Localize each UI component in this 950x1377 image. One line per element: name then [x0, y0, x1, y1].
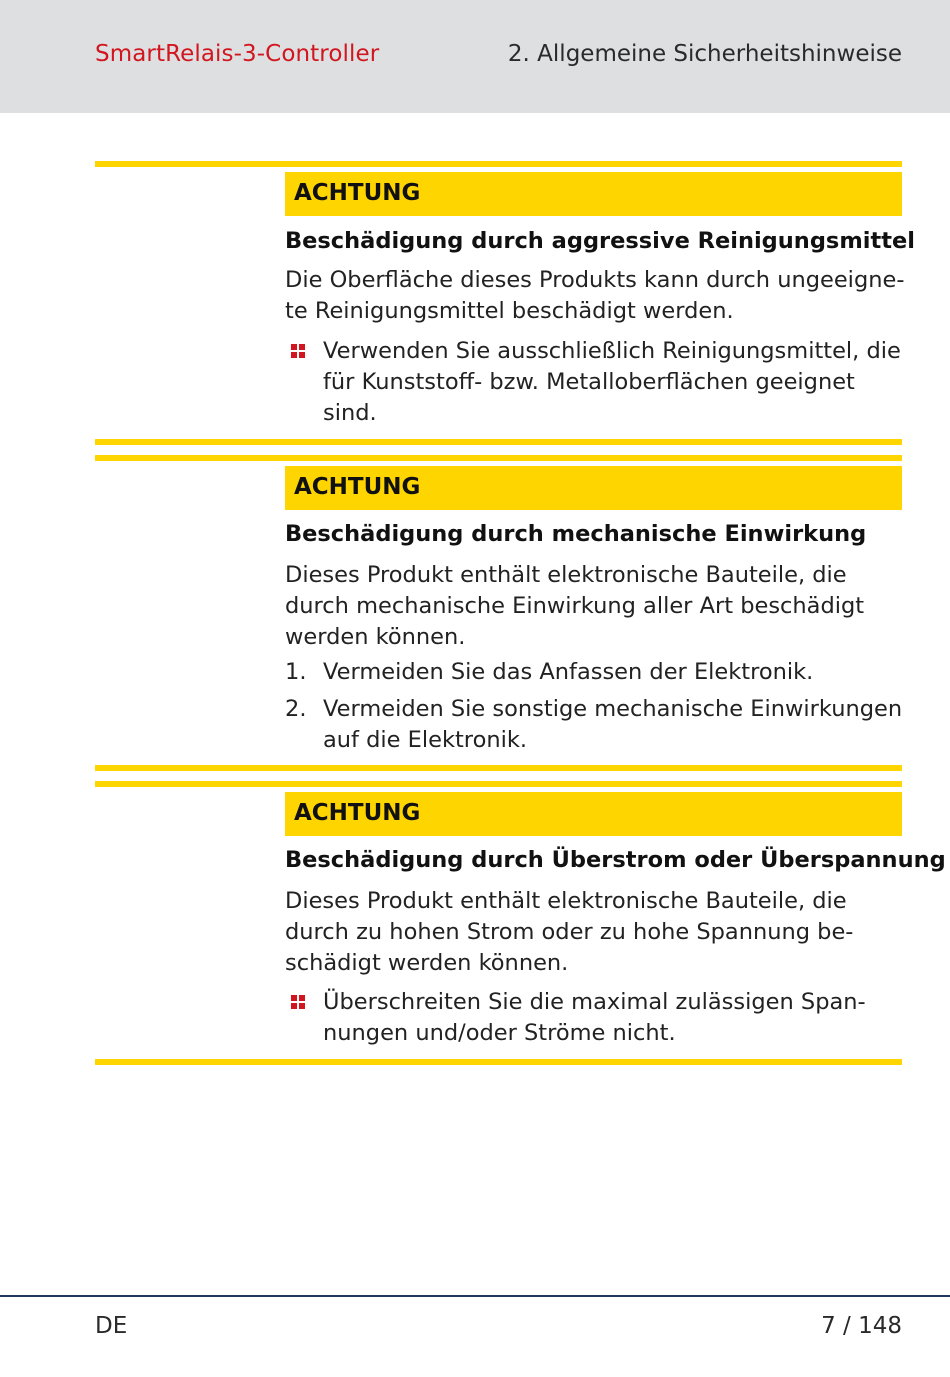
- footer-language: DE: [95, 1313, 128, 1339]
- notice-top-bar: [95, 781, 902, 787]
- signal-word-banner: [285, 466, 902, 510]
- product-name: SmartRelais-3-Controller: [95, 41, 380, 67]
- signal-word-banner: [285, 172, 902, 216]
- item-line: auf die Elektronik.: [323, 727, 528, 753]
- warning-notice-cleaning: [95, 161, 915, 446]
- step-number: 1.: [285, 659, 307, 685]
- signal-word: ACHTUNG: [294, 800, 421, 826]
- warning-notice-mechanical: [95, 455, 902, 772]
- notice-body: [285, 886, 910, 979]
- page-number: 7 / 148: [821, 1313, 902, 1339]
- signal-word-banner: [285, 792, 902, 836]
- body-line: te Reinigungsmittel beschädigt werden.: [285, 298, 734, 324]
- item-line: sind.: [323, 400, 377, 426]
- notice-body: [285, 265, 910, 327]
- body-line: Dieses Produkt enthält elektronische Bauteile, die: [285, 888, 847, 914]
- notice-bottom-bar: [95, 439, 902, 445]
- notice-top-bar: [95, 455, 902, 461]
- signal-word: ACHTUNG: [294, 180, 421, 206]
- page-header: [0, 0, 950, 113]
- notice-title: Beschädigung durch Überstrom oder Überspannung: [285, 847, 946, 873]
- item-line: Vermeiden Sie das Anfassen der Elektronik.: [323, 659, 814, 685]
- item-line: Vermeiden Sie sonstige mechanische Einwirkungen: [323, 696, 903, 722]
- notice-top-bar: [95, 161, 902, 167]
- item-line: für Kunststoff- bzw. Metalloberflächen geeignet: [323, 369, 855, 395]
- notice-bottom-bar: [95, 765, 902, 771]
- body-line: werden können.: [285, 624, 466, 650]
- body-line: durch mechanische Einwirkung aller Art beschädigt: [285, 593, 865, 619]
- section-title: 2. Allgemeine Sicherheitshinweise: [507, 41, 902, 67]
- warning-notice-overcurrent: [95, 781, 946, 1066]
- notice-bottom-bar: [95, 1059, 902, 1065]
- notice-body: [285, 560, 910, 653]
- item-line: Überschreiten Sie die maximal zulässigen Span-: [323, 989, 866, 1015]
- body-line: Dieses Produkt enthält elektronische Bauteile, die: [285, 562, 847, 588]
- notice-title: Beschädigung durch mechanische Einwirkung: [285, 521, 867, 547]
- footer-divider: [0, 1295, 950, 1297]
- body-line: Die Oberfläche dieses Produkts kann durch ungeeigne-: [285, 267, 905, 293]
- item-line: nungen und/oder Ströme nicht.: [323, 1020, 676, 1046]
- notice-title: Beschädigung durch aggressive Reinigungsmittel: [285, 228, 915, 254]
- step-number: 2.: [285, 696, 307, 722]
- body-line: durch zu hohen Strom oder zu hohe Spannung be-: [285, 919, 854, 945]
- body-line: schädigt werden können.: [285, 950, 569, 976]
- signal-word: ACHTUNG: [294, 474, 421, 500]
- item-line: Verwenden Sie ausschließlich Reinigungsmittel, die: [323, 338, 901, 364]
